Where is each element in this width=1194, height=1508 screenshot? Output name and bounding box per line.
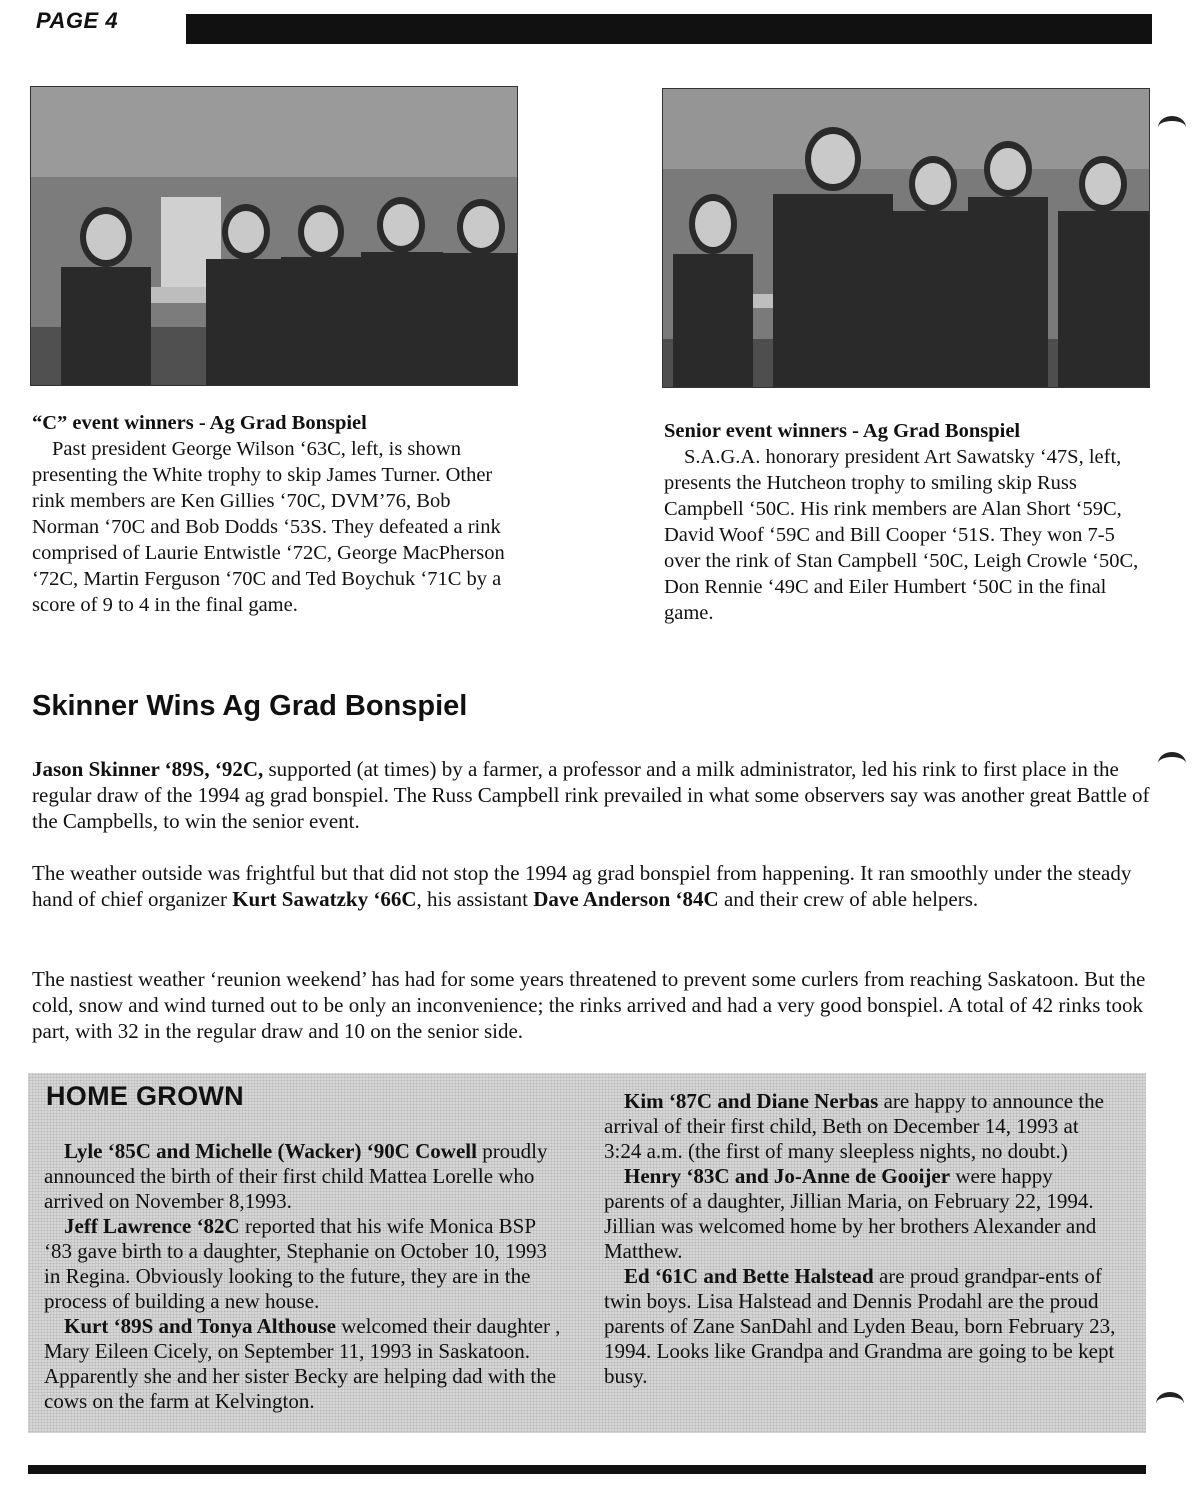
article-p2-text2: , his assistant [416, 887, 534, 911]
home-grown-right-column [604, 1089, 1118, 1389]
article-headline: Skinner Wins Ag Grad Bonspiel [32, 690, 468, 722]
home-grown-entry-names: Kurt ‘89S and Tonya Althouse [64, 1314, 336, 1338]
group-photo-trophy-icon [31, 87, 517, 385]
footer-rule [28, 1465, 1146, 1474]
article-p1-bold: Jason Skinner ‘89S, ‘92C, [32, 757, 264, 781]
article-p2-bold2: Dave Anderson ‘84C [533, 887, 719, 911]
home-grown-entry-text: were happy parents of a daughter, Jillian Maria, on February 22, 1994. Jillian was welcomed home by her brothers Alexander and Matthew. [604, 1164, 1097, 1263]
home-grown-entry-text: proudly announced the birth of their first child Mattea Lorelle who arrived on November 8,1993. [44, 1139, 548, 1213]
home-grown-box [28, 1073, 1146, 1433]
header-bar [186, 14, 1152, 44]
article-paragraph-3 [32, 966, 1152, 1044]
binder-hole-mark [1158, 116, 1186, 139]
home-grown-left-column [44, 1139, 564, 1414]
home-grown-entry-text: welcomed their daughter , Mary Eileen Cicely, on September 11, 1993 in Saskatoon. Apparently she and her sister Becky are helping dad with the cows on the farm at Kelvington. [44, 1314, 561, 1413]
home-grown-entry [604, 1089, 1118, 1164]
c-event-caption [32, 410, 518, 618]
article-p3-text: The nastiest weather ‘reunion weekend’ has had for some years threatened to prevent some curlers from reaching Saskatoon. But the cold, snow and wind turned out to be only an inconvenience; the rinks arrived and had a very good bonspiel. A total of 42 rinks took part, with 32 in the regular draw and 10 on the senior side. [32, 967, 1146, 1043]
home-grown-entry-text: reported that his wife Monica BSP ‘83 gave birth to a daughter, Stephanie on October 10, 1993 in Regina. Obviously looking to the future, they are in the process of building a new house. [44, 1214, 548, 1313]
home-grown-entry [604, 1164, 1118, 1264]
home-grown-entry-names: Jeff Lawrence ‘82C [64, 1214, 240, 1238]
home-grown-entry-names: Henry ‘83C and Jo-Anne de Gooijer [624, 1164, 951, 1188]
home-grown-title: HOME GROWN [46, 1081, 244, 1111]
c-event-winners-photo [30, 86, 518, 386]
home-grown-entry-text: are proud grandpar-ents of twin boys. Lisa Halstead and Dennis Prodahl are the proud parents of Zane SanDahl and Lyden Beau, born February 23, 1994. Looks like Grandpa and Grandma are going to be kept busy. [604, 1264, 1116, 1388]
article-paragraph-1 [32, 756, 1152, 834]
home-grown-entry-names: Kim ‘87C and Diane Nerbas [624, 1089, 879, 1113]
article-p1-text: supported (at times) by a farmer, a professor and a milk administrator, led his rink to first place in the regular draw of the 1994 ag grad bonspiel. The Russ Campbell rink prevailed in what some observers say was another great Battle of the Campbells, to win the senior event. [32, 757, 1150, 833]
home-grown-entry [44, 1214, 564, 1314]
home-grown-entry [44, 1139, 564, 1214]
binder-hole-mark [1158, 752, 1186, 775]
senior-event-caption [664, 418, 1148, 626]
home-grown-entry-text: are happy to announce the arrival of their first child, Beth on December 14, 1993 at 3:24 a.m. (the first of many sleepless nights, no doubt.) [604, 1089, 1105, 1163]
page-number-label: PAGE 4 [36, 8, 119, 33]
senior-event-caption-body: S.A.G.A. honorary president Art Sawatsky ‘47S, left, presents the Hutcheon trophy to smiling skip Russ Campbell ‘50C. His rink members are Alan Short ‘59C, David Woof ‘59C and Bill Cooper ‘51S. They won 7-5 over the rink of Stan Campbell ‘50C, Leigh Crowle ‘50C, Don Rennie ‘49C and Eiler Humbert ‘50C in the final game. [664, 446, 1139, 624]
senior-event-caption-title: Senior event winners - Ag Grad Bonspiel [664, 420, 1021, 442]
c-event-caption-body: Past president George Wilson ‘63C, left, is shown presenting the White trophy to skip James Turner. Other rink members are Ken Gillies ‘70C, DVM’76, Bob Norman ‘70C and Bob Dodds ‘53S. They defeated a rink comprised of Laurie Entwistle ‘72C, George MacPherson ‘72C, Martin Ferguson ‘70C and Ted Boychuk ‘71C by a score of 9 to 4 in the final game. [32, 438, 505, 616]
home-grown-entry [604, 1264, 1118, 1389]
home-grown-entry-names: Ed ‘61C and Bette Halstead [624, 1264, 874, 1288]
home-grown-entry-names: Lyle ‘85C and Michelle (Wacker) ‘90C Cowell [64, 1139, 477, 1163]
article-p2-text3: and their crew of able helpers. [718, 887, 979, 911]
binder-hole-mark [1156, 1392, 1184, 1415]
senior-event-winners-photo [662, 88, 1150, 388]
group-photo-trophy-icon [663, 89, 1149, 387]
article-p2-bold1: Kurt Sawatzky ‘66C [232, 887, 417, 911]
home-grown-entry [44, 1314, 564, 1414]
c-event-caption-title: “C” event winners - Ag Grad Bonspiel [32, 412, 367, 434]
article-p2-text1: The weather outside was frightful but that did not stop the 1994 ag grad bonspiel from happening. It ran smoothly under the steady hand of chief organizer [32, 861, 1132, 911]
article-paragraph-2 [32, 860, 1152, 912]
